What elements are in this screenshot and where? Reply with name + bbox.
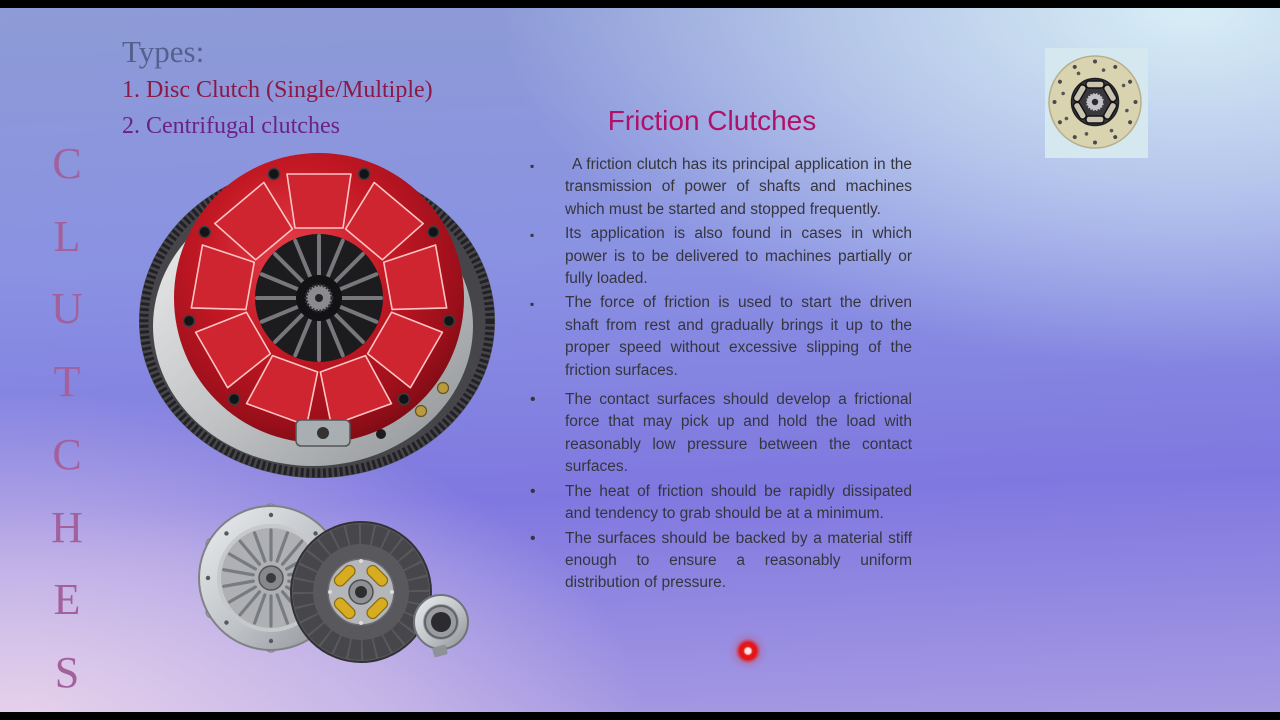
vertical-title-letter: U	[51, 284, 83, 334]
vertical-title-letter: T	[53, 357, 81, 407]
pressure-plate-flywheel-image	[138, 148, 500, 482]
laser-pointer-dot	[735, 638, 761, 664]
bullet-text: The force of friction is used to start the driven shaft from rest and gradually brings it up to the proper speed without excessive slipping of the friction surfaces.	[565, 294, 912, 379]
bullet-item	[512, 292, 912, 382]
vertical-title-letter: H	[51, 502, 83, 552]
slide-title: Friction Clutches	[607, 105, 817, 136]
mount-bracket	[296, 420, 350, 446]
round-bullet-icon: •	[530, 482, 536, 500]
bullet-text: The heat of friction should be rapidly dissipated and tendency to grab should be at a minimum.	[565, 482, 912, 523]
kit-friction-disc	[291, 522, 431, 662]
bullet-item	[512, 223, 912, 290]
bullet-item	[512, 528, 912, 595]
bullet-text: A friction clutch has its principal application in the transmission of power of shafts and machines which must be started and stopped frequently.	[565, 156, 912, 218]
clutch-disc-image	[1045, 48, 1148, 158]
vertical-title-letter: L	[53, 211, 81, 261]
types-item-centrifugal: 2. Centrifugal clutches	[122, 113, 340, 139]
types-block	[122, 34, 433, 140]
bullet-text: Its application is also found in cases in which power is to be delivered to machines partially or fully loaded.	[565, 225, 912, 288]
types-heading: Types:	[122, 34, 205, 69]
square-bullet-icon: ▪	[530, 297, 535, 312]
letterbox-bottom	[0, 712, 1280, 720]
bullet-item	[512, 154, 912, 221]
kit-release-bearing	[414, 595, 468, 658]
bullet-list	[512, 154, 912, 595]
bullet-item	[512, 389, 912, 479]
types-item-disc-clutch: 1. Disc Clutch (Single/Multiple)	[122, 77, 433, 103]
vertical-title-letter: C	[52, 429, 82, 479]
disc-hub	[1072, 79, 1119, 126]
vertical-title-letter: S	[54, 647, 80, 697]
bullet-text: The surfaces should be backed by a material stiff enough to ensure a reasonably uniform distribution of pressure.	[565, 529, 912, 592]
square-bullet-icon: ▪	[530, 159, 535, 173]
content-column	[512, 104, 912, 597]
bullet-text: The contact surfaces should develop a frictional force that may pick up and hold the load with reasonably low pressure between the contact surfaces.	[565, 391, 912, 476]
round-bullet-icon: •	[530, 391, 536, 409]
vertical-title-letter: C	[52, 139, 82, 188]
vertical-title	[36, 138, 98, 698]
letterbox-top	[0, 0, 1280, 8]
bullet-item	[512, 481, 912, 526]
diaphragm-spring	[255, 234, 383, 362]
clutch-kit-image	[193, 498, 471, 672]
round-bullet-icon: •	[530, 529, 536, 547]
vertical-title-letter: E	[53, 575, 81, 625]
square-bullet-icon: ▪	[530, 228, 535, 243]
slide	[0, 8, 1280, 712]
